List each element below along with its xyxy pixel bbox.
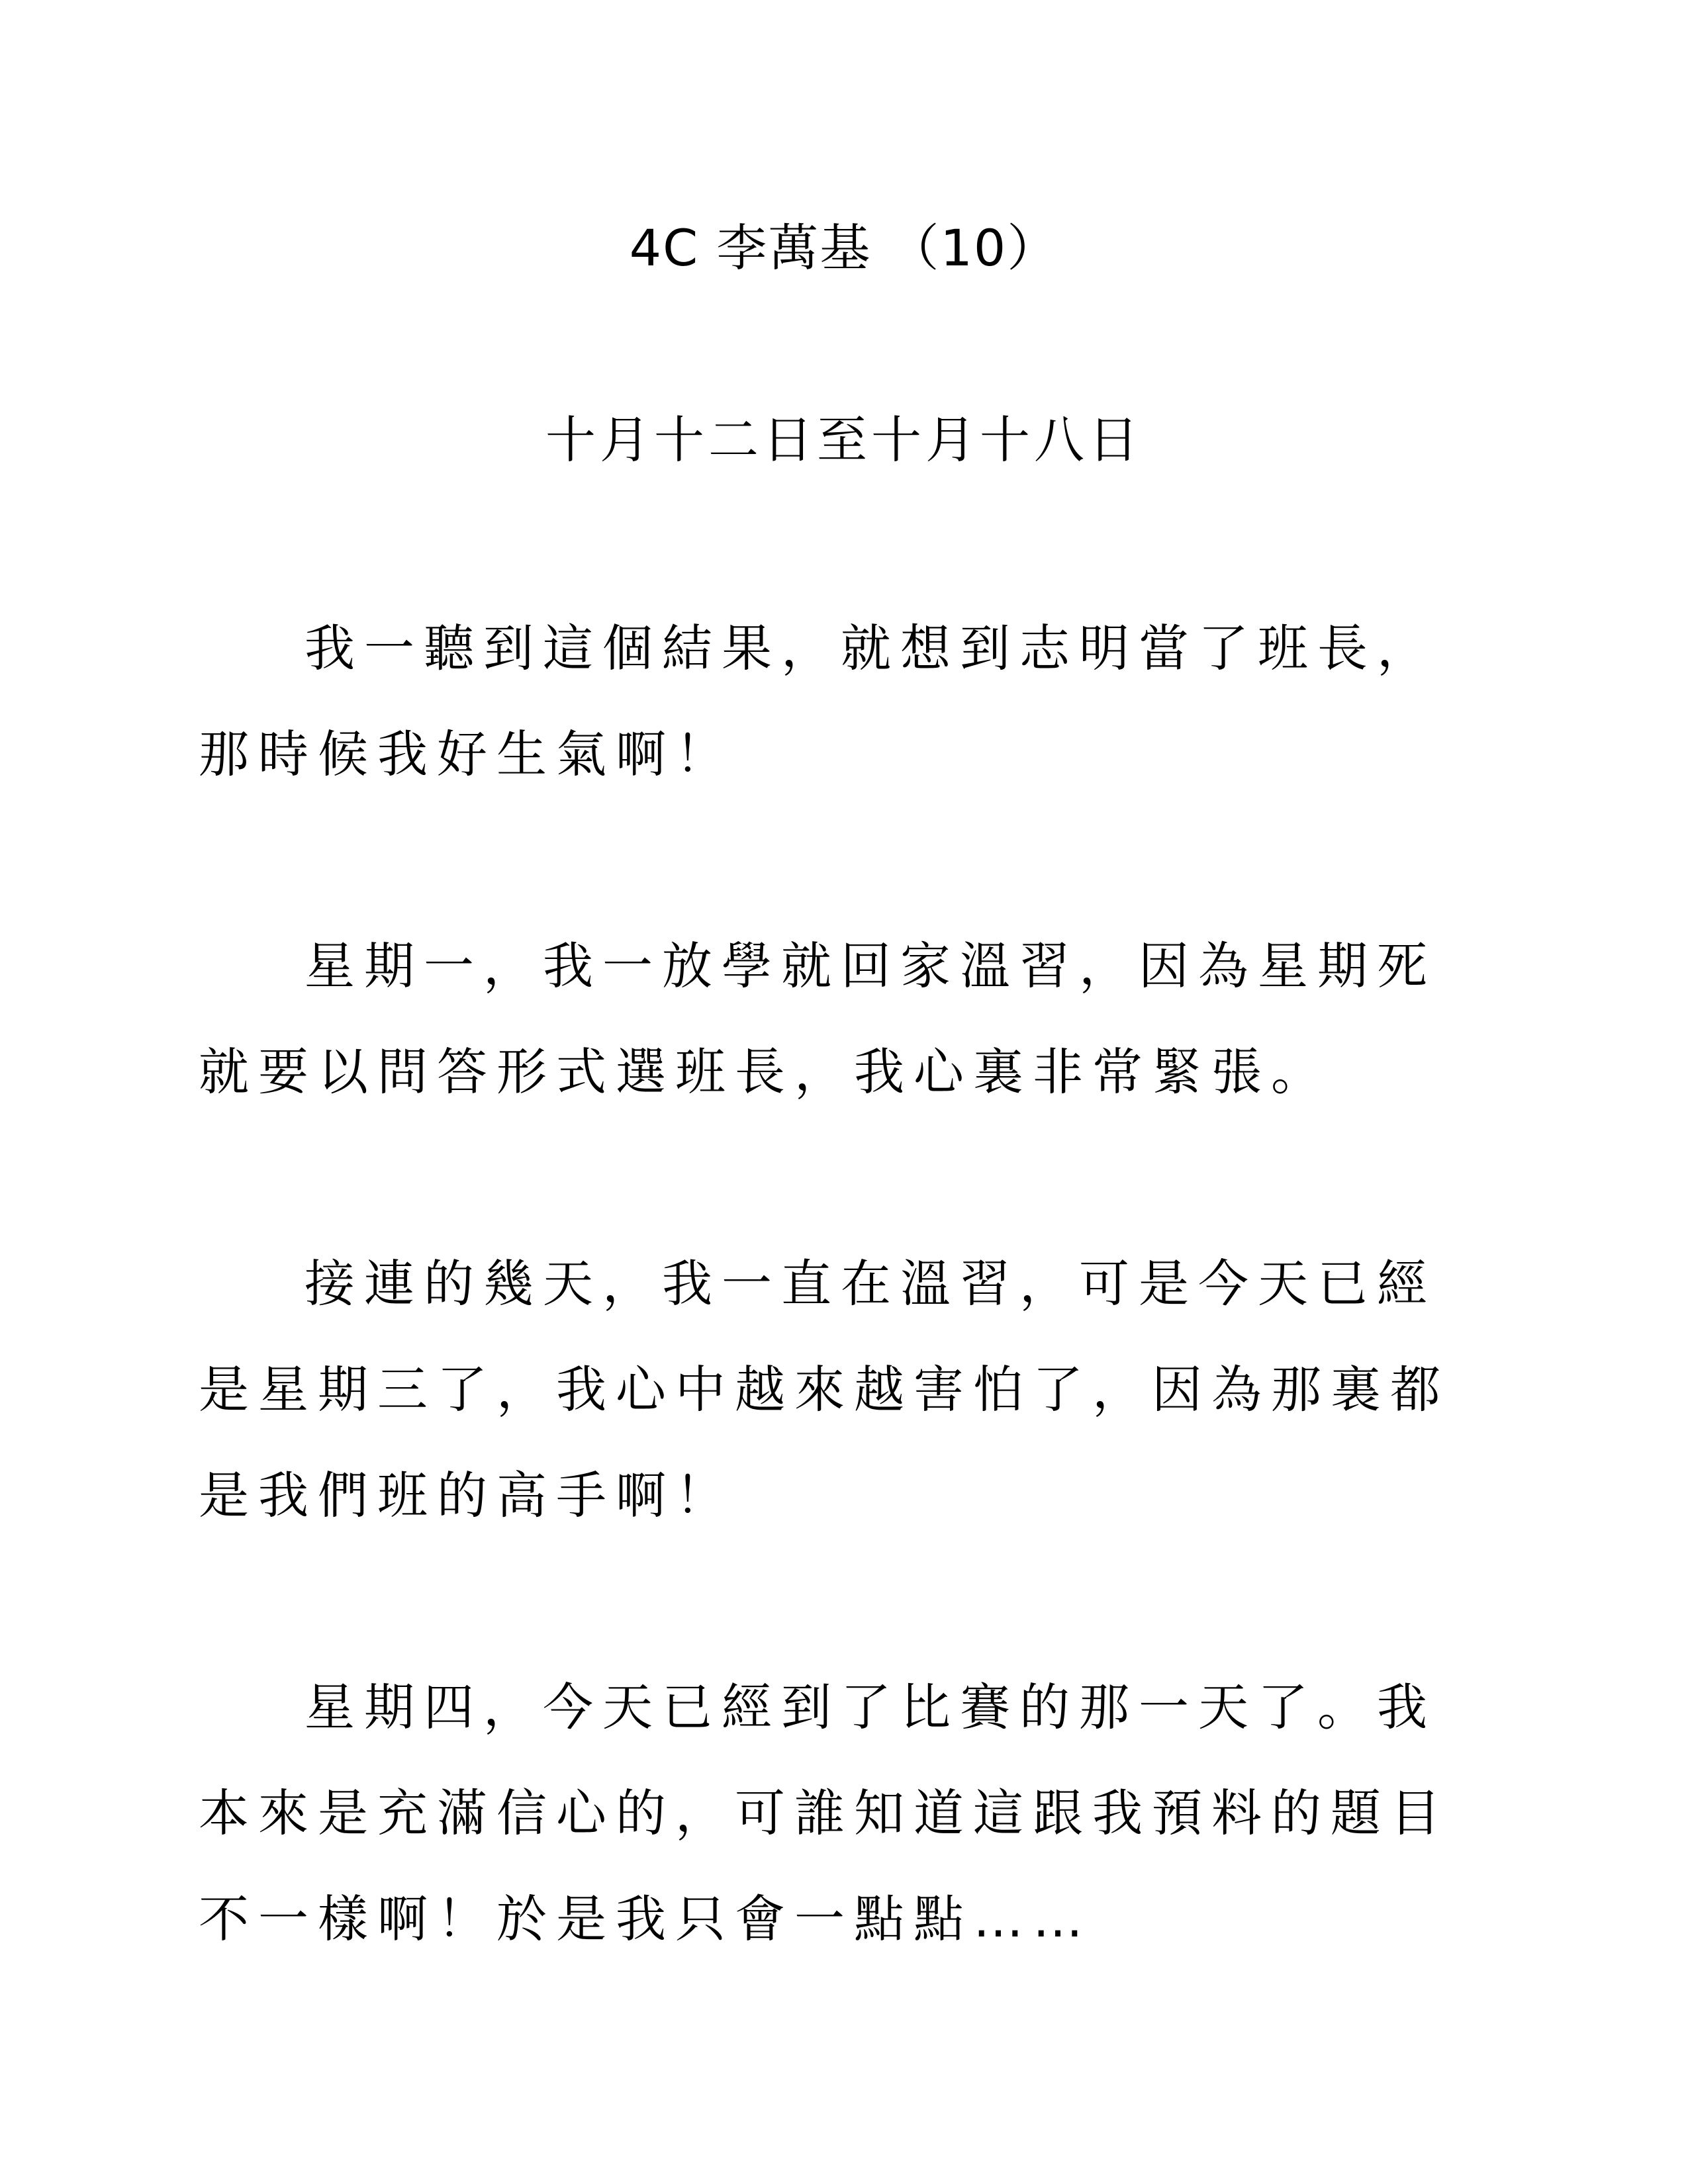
paragraph-line: 接連的幾天，我一直在溫習，可是今天已經 xyxy=(305,1254,1436,1313)
paragraph-line: 本來是充滿信心的，可誰知道這跟我預料的題目 xyxy=(199,1784,1450,1843)
paragraph-3 xyxy=(199,1231,1496,1549)
paragraph-4 xyxy=(199,1655,1496,1972)
paragraph-line: 星期一，我一放學就回家溫習，因為星期死 xyxy=(305,936,1436,995)
date-range-heading: 十月十二日至十月十八日 xyxy=(545,410,1143,469)
paragraph-line: 不一樣啊！於是我只會一點點…… xyxy=(199,1889,1092,1948)
author-line: 4C 李萬基 （10） xyxy=(629,218,1059,277)
paragraph-line: 是星期三了，我心中越來越害怕了，因為那裏都 xyxy=(199,1360,1450,1419)
paragraph-line: 我一聽到這個結果，就想到志明當了班長， xyxy=(305,619,1436,678)
paragraph-line: 是我們班的高手啊！ xyxy=(199,1466,735,1525)
paragraph-1 xyxy=(199,596,1496,807)
paragraph-2 xyxy=(199,913,1496,1125)
paragraph-line: 星期四，今天已經到了比賽的那一天了。我 xyxy=(305,1678,1436,1737)
paragraph-line: 那時候我好生氣啊！ xyxy=(199,725,735,784)
paragraph-line: 就要以問答形式選班長，我心裏非常緊張。 xyxy=(199,1042,1331,1101)
